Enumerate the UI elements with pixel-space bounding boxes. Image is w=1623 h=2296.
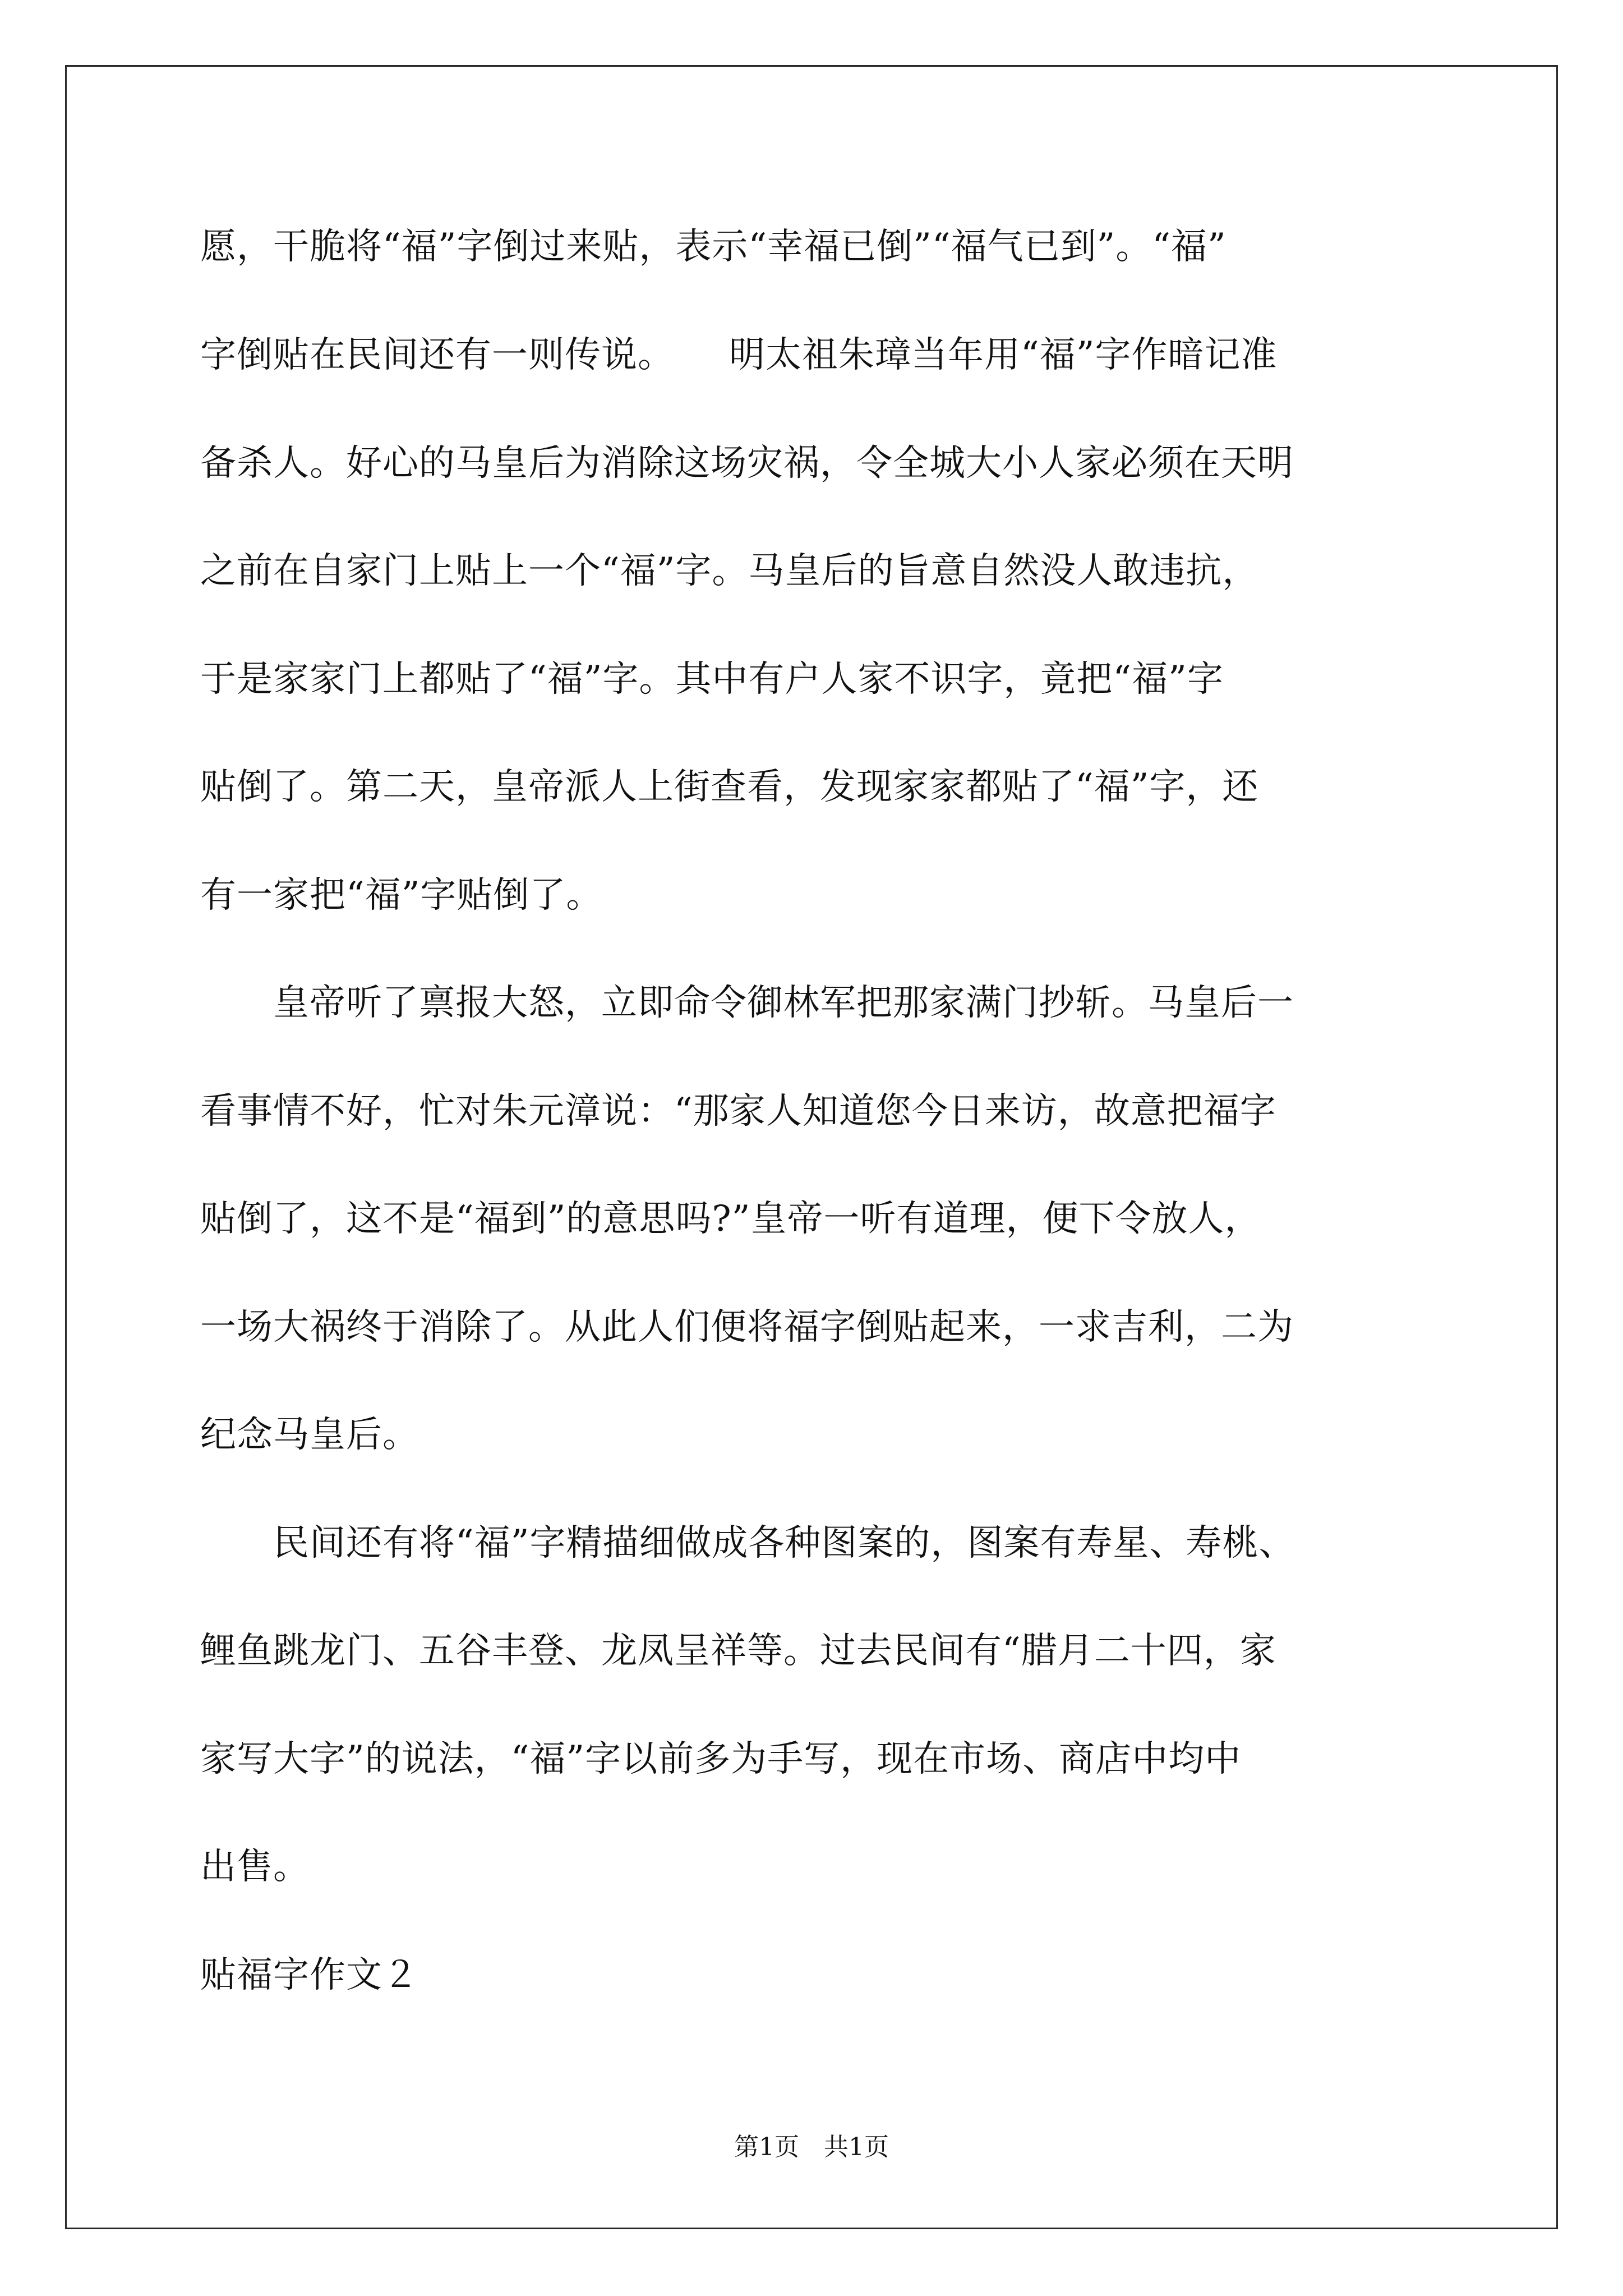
- body-line: 愿，干脆将“福”字倒过来贴，表示“幸福已倒”“福气已到”。“福”: [200, 226, 1227, 268]
- body-line: 一场大祸终于消除了。从此人们便将福字倒贴起来，一求吉利，二为: [200, 1306, 1294, 1348]
- body-line: 鲤鱼跳龙门、五谷丰登、龙凤呈祥等。过去民间有“腊月二十四，家: [200, 1630, 1276, 1672]
- body-line: 纪念马皇后。: [200, 1414, 419, 1456]
- body-line: 之前在自家门上贴上一个“福”字。马皇后的旨意自然没人敢违抗，: [200, 550, 1259, 592]
- body-line: 贴倒了，这不是“福到”的意思吗?”皇帝一听有道理，便下令放人，: [200, 1198, 1261, 1240]
- body-line: 皇帝听了禀报大怒，立即命令御林军把那家满门抄斩。马皇后一: [200, 982, 1294, 1024]
- body-line: 家写大字”的说法，“福”字以前多为手写，现在市场、商店中均中: [200, 1738, 1242, 1780]
- page-footer: 第1页 共1页: [734, 2133, 889, 2161]
- body-line: 有一家把“福”字贴倒了。: [200, 875, 603, 916]
- section-heading: 贴福字作文２: [200, 1954, 419, 1996]
- body-line: 于是家家门上都贴了“福”字。其中有户人家不识字，竟把“福”字: [200, 659, 1224, 700]
- page-border: [65, 65, 1558, 2229]
- body-line: 出售。: [200, 1846, 310, 1888]
- body-line: 贴倒了。第二天，皇帝派人上街查看，发现家家都贴了“福”字，还: [200, 766, 1259, 808]
- body-line: 民间还有将“福”字精描细做成各种图案的，图案有寿星、寿桃、: [200, 1522, 1295, 1564]
- body-line: 看事情不好，忙对朱元漳说：“那家人知道您今日来访，故意把福字: [200, 1091, 1276, 1132]
- body-line: 字倒贴在民间还有一则传说。 明太祖朱璋当年用“福”字作暗记准: [200, 334, 1278, 376]
- body-line: 备杀人。好心的马皇后为消除这场灾祸，令全城大小人家必须在天明: [200, 443, 1294, 484]
